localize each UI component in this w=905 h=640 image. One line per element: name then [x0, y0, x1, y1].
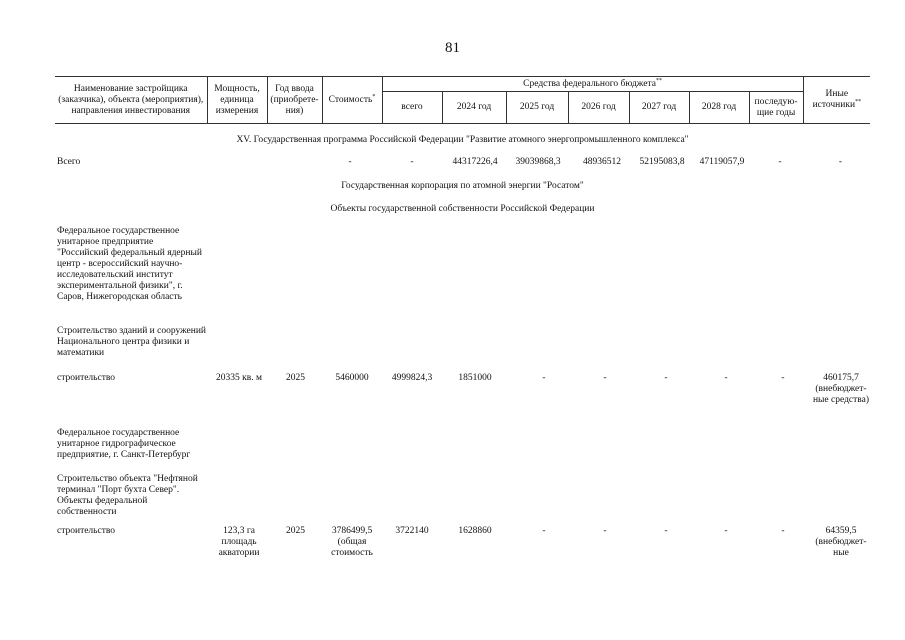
row-cost: 3786499,5 [331, 526, 373, 536]
header-capacity: Мощность, единица измерения [207, 77, 267, 124]
row-2026: - [603, 373, 607, 383]
table-header [55, 76, 870, 124]
header-federal-mark: ** [655, 77, 662, 84]
header-federal-budget [382, 77, 803, 92]
header-2027: 2027 год [629, 92, 689, 124]
header-other-sources [803, 77, 870, 124]
header-federal-label: Средства федерального бюджета [523, 78, 656, 89]
total-label: Всего [57, 157, 81, 167]
row-capacity: 20335 кв. м [216, 373, 262, 383]
row-2025: - [542, 526, 546, 536]
total-all: - [410, 157, 414, 167]
row-capacity: 123,3 га площадь акватории [218, 526, 260, 558]
row-2025: - [542, 373, 546, 383]
header-other-label: Иные источники [812, 89, 856, 110]
org-name: Федеральное государственное унитарное предприятие "Российский федеральный ядерный центр - всероссийский научно-исследовательский институт экспериментальной физики", г. Саров, Нижегородская область [57, 226, 202, 302]
row-year: 2025 [286, 373, 305, 383]
row-other-note: (внебюджет-ные средства) [812, 384, 870, 405]
page-number: 81 [445, 40, 460, 56]
row-total: 4999824,3 [391, 373, 433, 383]
header-later-years: последую-щие годы [749, 92, 803, 124]
total-2027: 52195083,8 [639, 157, 685, 167]
row-other-note: (внебюджет-ные [815, 537, 867, 558]
header-2025: 2025 год [506, 92, 568, 124]
header-name: Наименование застройщика (заказчика), объекта (мероприятия), направления инвестирования [55, 77, 207, 124]
row-2027: - [664, 373, 668, 383]
header-total: всего [382, 92, 442, 124]
row-2028: - [724, 526, 728, 536]
row-label: строительство [57, 526, 116, 536]
corporation-heading: Государственная корпорация по атомной энергии "Росатом" [341, 181, 584, 191]
row-other-value: 460175,7 [823, 373, 859, 383]
header-other-mark: ** [855, 98, 862, 105]
row-later: - [781, 373, 785, 383]
total-other: - [838, 157, 843, 167]
header-cost-mark: * [372, 93, 376, 100]
total-2028: 47119057,9 [699, 157, 745, 167]
row-2026: - [603, 526, 607, 536]
row-2028: - [724, 373, 728, 383]
total-2024: 44317226,4 [452, 157, 498, 167]
total-2025: 39039868,3 [515, 157, 561, 167]
total-cost: - [348, 157, 352, 167]
header-2024: 2024 год [442, 92, 506, 124]
project-name: Строительство объекта "Нефтяной терминал "Порт бухта Север". Объекты федеральной собственности [57, 474, 198, 517]
row-2027: - [664, 526, 668, 536]
row-year: 2025 [286, 526, 305, 536]
total-2026: 48936512 [583, 157, 621, 167]
header-cost [322, 77, 382, 124]
header-year: Год ввода (приобрете-ния) [267, 77, 322, 124]
row-label: строительство [57, 373, 116, 383]
row-2024: 1628860 [458, 526, 492, 536]
row-2024: 1851000 [458, 373, 492, 383]
header-2028: 2028 год [689, 92, 749, 124]
row-cost-note: (общая стоимость [331, 537, 373, 558]
row-cost: 5460000 [335, 373, 369, 383]
ownership-heading: Объекты государственной собственности Российской Федерации [330, 204, 595, 214]
header-cost-label: Стоимость [328, 94, 373, 105]
section-title: XV. Государственная программа Российской Федерации "Развитие атомного энергопромышленного комплекса" [236, 135, 689, 145]
project-name: Строительство зданий и сооружений Национального центра физики и математики [57, 326, 207, 358]
total-later: - [778, 157, 782, 167]
row-total: 3722140 [395, 526, 429, 536]
row-other-value: 64359,5 [825, 526, 857, 536]
header-2026: 2026 год [568, 92, 629, 124]
org-name: Федеральное государственное унитарное гидрографическое предприятие, г. Санкт-Петербург [57, 428, 191, 460]
row-later: - [781, 526, 785, 536]
